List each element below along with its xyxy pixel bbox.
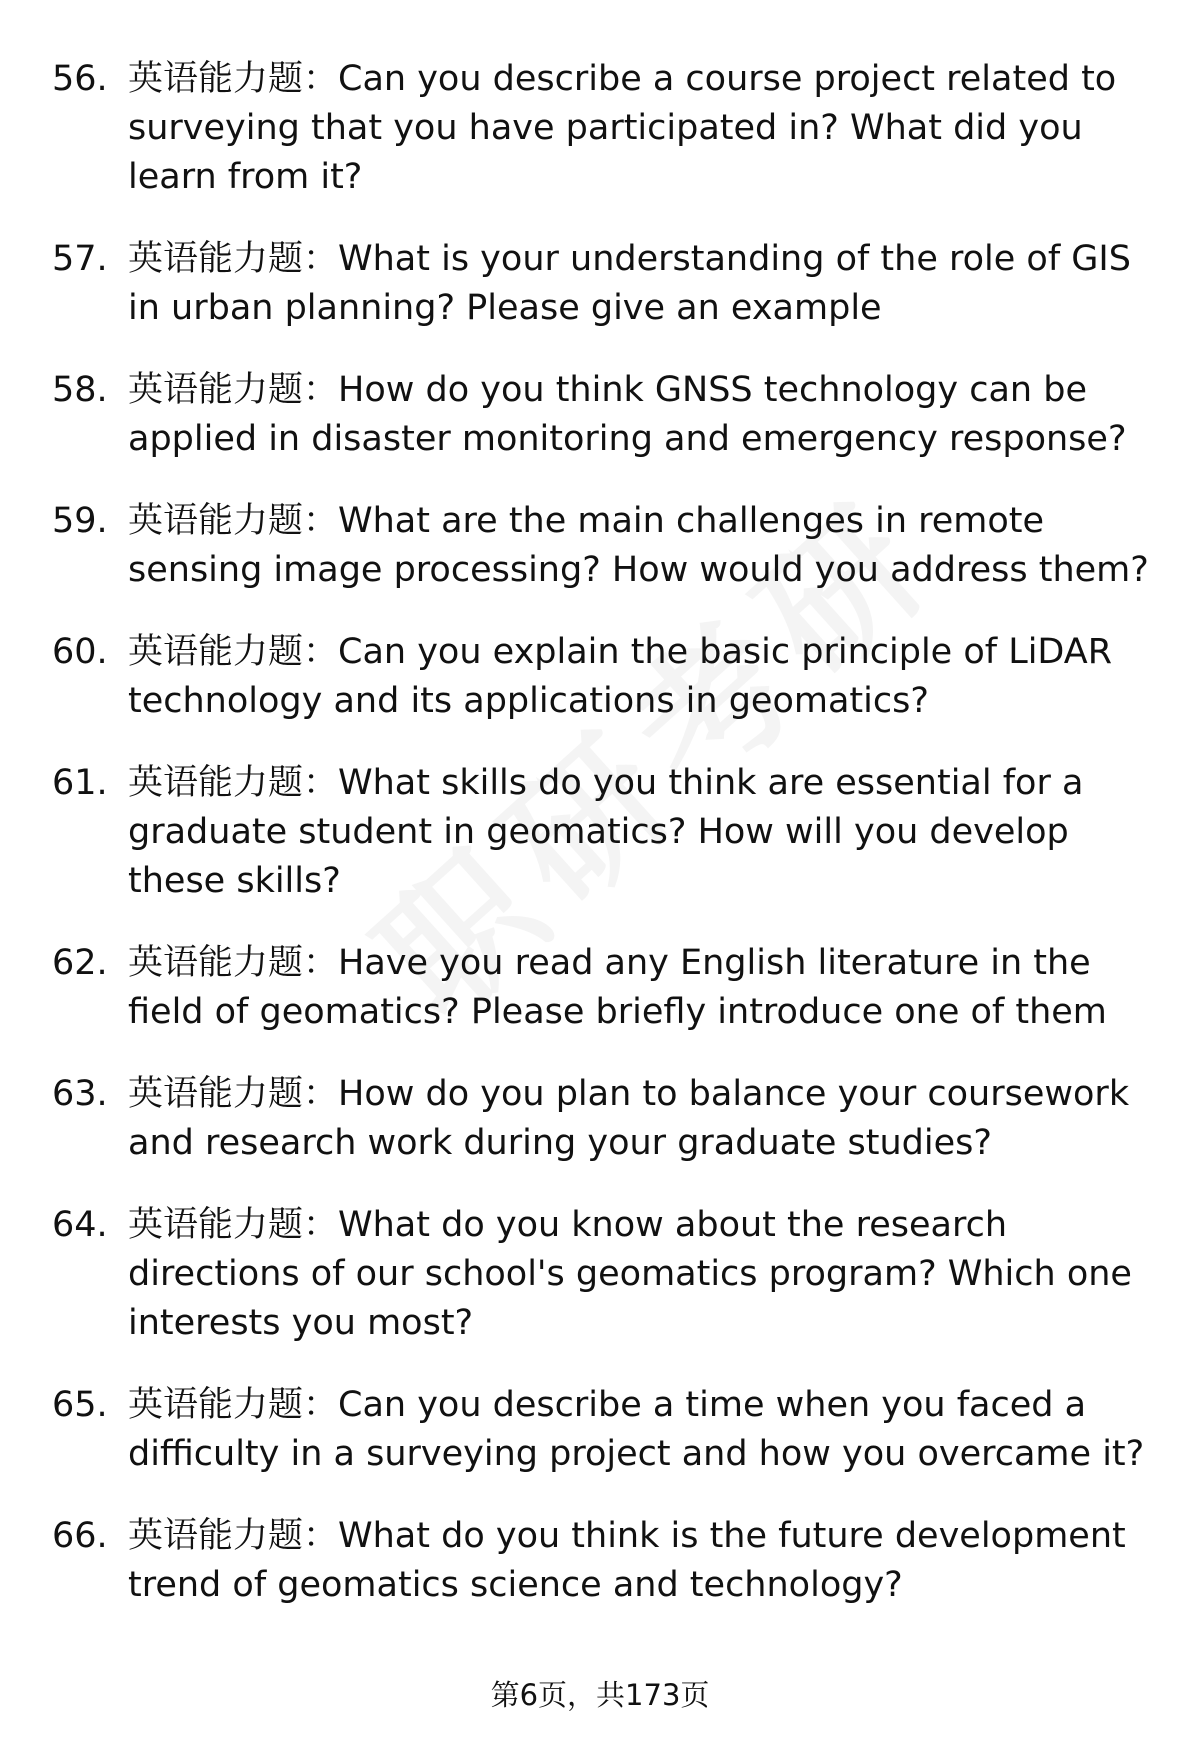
question-number: 65.	[52, 1385, 108, 1425]
question-text: What is your understanding of the role of GIS in urban planning? Please give an example	[128, 239, 1131, 328]
question-item	[0, 1381, 1200, 1479]
question-number: 62.	[52, 943, 108, 983]
question-number: 60.	[52, 632, 108, 672]
question-item	[0, 1070, 1200, 1168]
page-number-label: 第6页，共173页	[490, 1678, 710, 1712]
question-number: 61.	[52, 763, 108, 803]
question-text: Can you explain the basic principle of LiDAR technology and its applications in geomatics?	[128, 632, 1113, 721]
question-category: 英语能力题：	[128, 632, 339, 672]
question-list	[0, 55, 1200, 1610]
page-footer	[0, 1675, 1200, 1715]
question-category: 英语能力题：	[128, 59, 339, 99]
question-category: 英语能力题：	[128, 1385, 339, 1425]
question-item	[0, 55, 1200, 202]
question-item	[0, 497, 1200, 595]
question-category: 英语能力题：	[128, 239, 339, 279]
question-number: 58.	[52, 370, 108, 410]
question-item	[0, 366, 1200, 464]
question-text: Can you describe a time when you faced a difficulty in a surveying project and how you overcame it?	[128, 1385, 1145, 1474]
question-text: What do you know about the research directions of our school's geomatics program? Which one interests you most?	[128, 1205, 1132, 1343]
question-item	[0, 1512, 1200, 1610]
question-category: 英语能力题：	[128, 370, 339, 410]
question-category: 英语能力题：	[128, 1516, 339, 1556]
question-number: 63.	[52, 1074, 108, 1114]
question-item	[0, 628, 1200, 726]
question-number: 59.	[52, 501, 108, 541]
question-number: 64.	[52, 1205, 108, 1245]
question-item	[0, 1201, 1200, 1348]
question-text: What skills do you think are essential for a graduate student in geomatics? How will you develop these skills?	[128, 763, 1084, 901]
question-number: 56.	[52, 59, 108, 99]
question-category: 英语能力题：	[128, 1074, 339, 1114]
question-number: 66.	[52, 1516, 108, 1556]
question-category: 英语能力题：	[128, 501, 339, 541]
question-text: Can you describe a course project related to surveying that you have participated in? What did you learn from it?	[128, 59, 1117, 197]
question-item	[0, 939, 1200, 1037]
question-category: 英语能力题：	[128, 943, 339, 983]
question-item	[0, 235, 1200, 333]
question-number: 57.	[52, 239, 108, 279]
question-text: Have you read any English literature in the field of geomatics? Please briefly introduce one of them	[128, 943, 1107, 1032]
question-text: What do you think is the future development trend of geomatics science and technology?	[128, 1516, 1126, 1605]
question-text: How do you think GNSS technology can be applied in disaster monitoring and emergency response?	[128, 370, 1127, 459]
question-text: What are the main challenges in remote sensing image processing? How would you address them?	[128, 501, 1149, 590]
question-item	[0, 759, 1200, 906]
question-category: 英语能力题：	[128, 1205, 339, 1245]
question-category: 英语能力题：	[128, 763, 339, 803]
question-text: How do you plan to balance your coursework and research work during your graduate studies?	[128, 1074, 1130, 1163]
